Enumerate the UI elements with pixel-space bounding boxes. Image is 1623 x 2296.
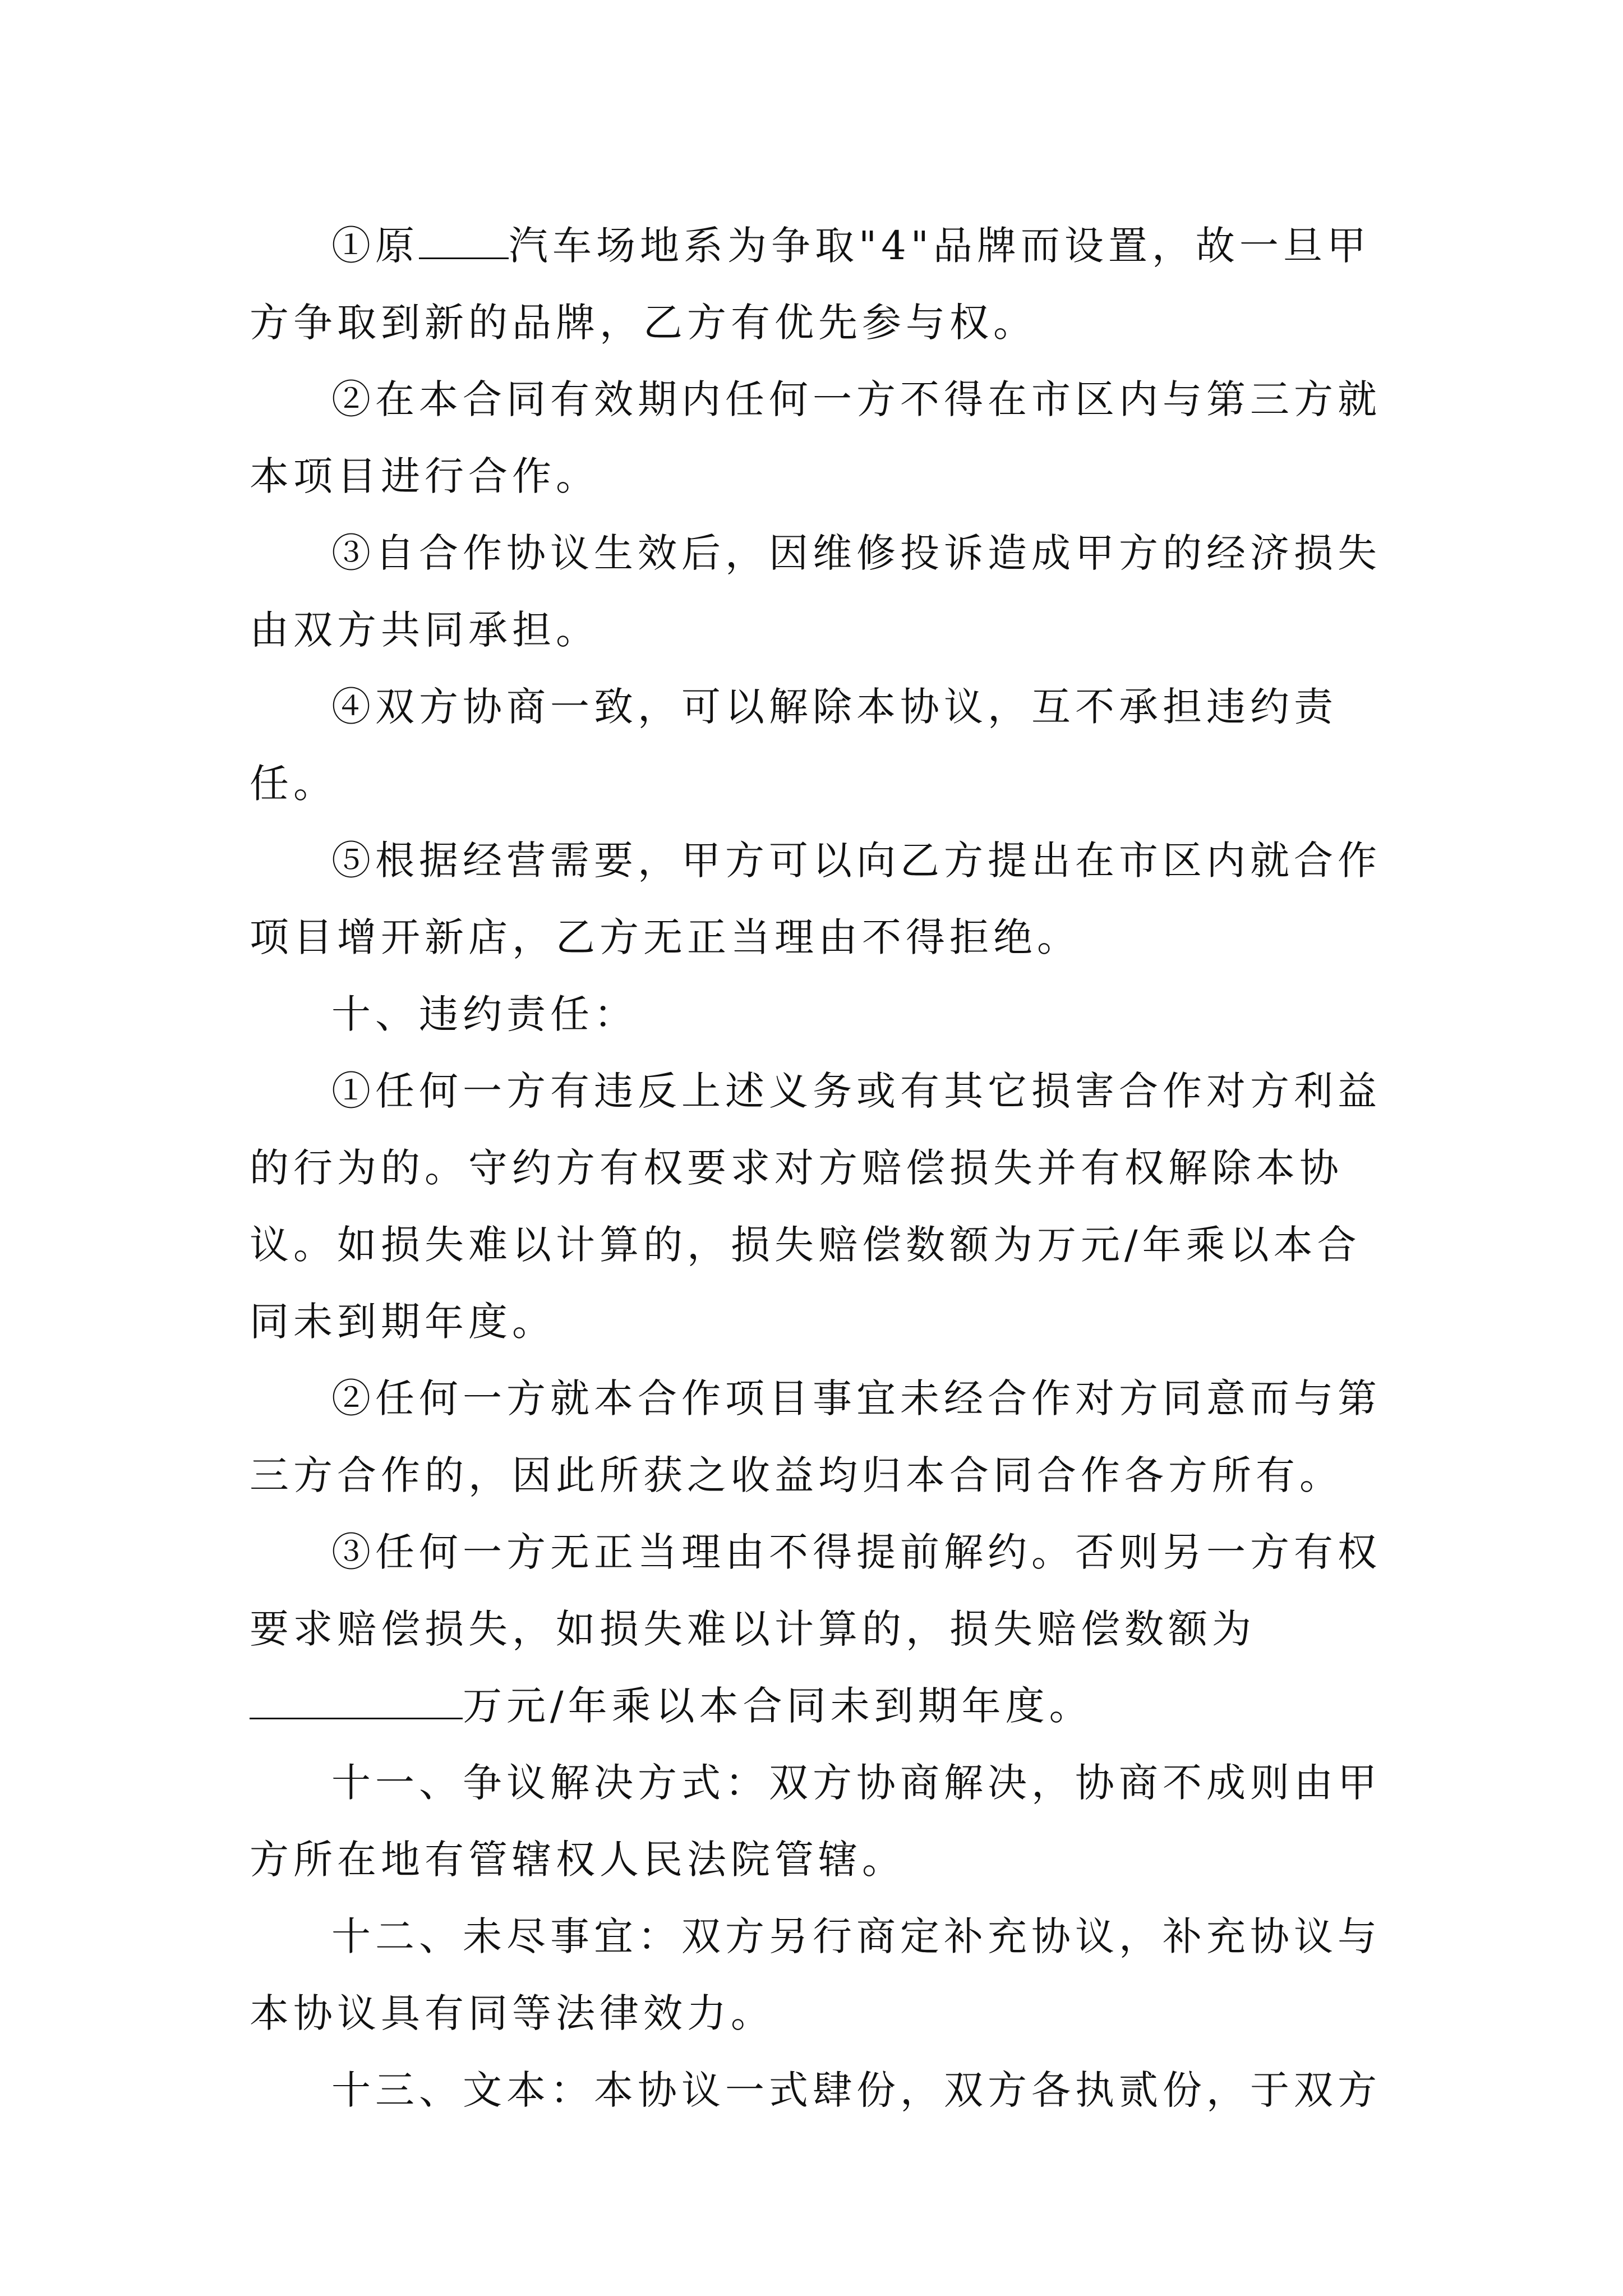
breach-clause-3-end: 万元/年乘以本合同未到期年度。 <box>463 1683 1093 1729</box>
fill-in-blank <box>419 222 509 259</box>
breach-clause-3-start: ③任何一方无正当理由不得提前解约。否则另一方有权要求赔偿损失，如损失难以计算的，损失赔偿数额为 <box>250 1529 1381 1652</box>
section-ten-heading: 十、违约责任： <box>331 991 638 1037</box>
clause-2: ②在本合同有效期内任何一方不得在市区内与第三方就本项目进行合作。 <box>250 376 1381 499</box>
breach-clause-2: ②任何一方就本合作项目事宜未经合作对方同意而与第三方合作的，因此所获之收益均归本合同合作各方所有。 <box>250 1375 1381 1498</box>
clause-3: ③自合作协议生效后，因维修投诉造成甲方的经济损失由双方共同承担。 <box>250 530 1381 653</box>
clause-4: ④双方协商一致，可以解除本协议，互不承担违约责任。 <box>250 684 1338 807</box>
breach-clause-1: ①任何一方有违反上述义务或有其它损害合作对方利益的行为的。守约方有权要求对方赔偿损失并有权解除本协议。如损失难以计算的，损失赔偿数额为万元/年乘以本合同未到期年度。 <box>250 1068 1381 1345</box>
clause-5: ⑤根据经营需要，甲方可以向乙方提出在市区内就合作项目增开新店，乙方无正当理由不得拒绝。 <box>250 838 1381 960</box>
fill-in-blank <box>250 1682 463 1719</box>
breach-clause-3 <box>250 1514 1388 1745</box>
section-twelve: 十二、未尽事宜：双方另行商定补充协议，补充协议与本协议具有同等法律效力。 <box>250 1913 1381 2036</box>
clause-1-start: ①原 <box>331 223 419 269</box>
document-body <box>250 208 1388 2129</box>
clause-1-end: 汽车场地系为争取"4"品牌而设置，故一旦甲方争取到新的品牌，乙方有优先参与权。 <box>250 223 1371 346</box>
section-thirteen: 十三、文本：本协议一式肆份，双方各执贰份，于双方 <box>331 2067 1381 2113</box>
section-eleven: 十一、争议解决方式：双方协商解决，协商不成则由甲方所在地有管辖权人民法院管辖。 <box>250 1760 1381 1883</box>
clause-1 <box>250 208 1388 361</box>
